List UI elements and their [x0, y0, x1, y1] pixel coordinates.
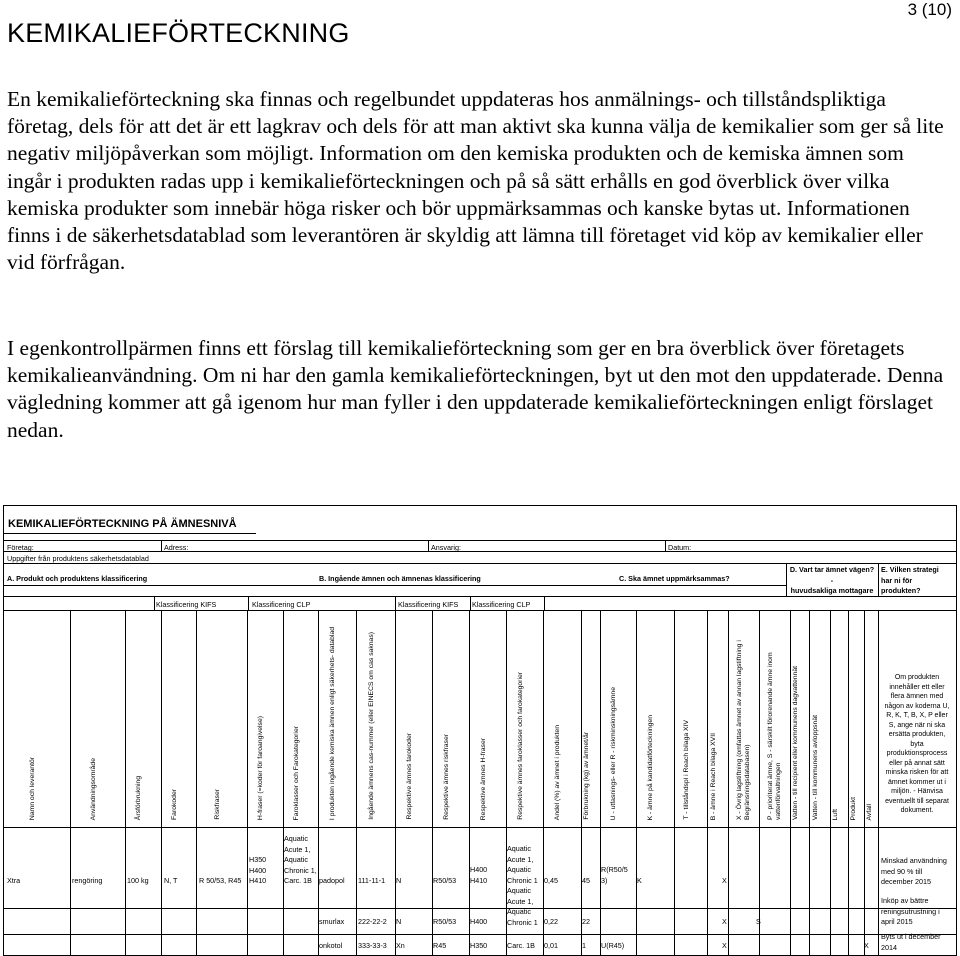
substance-3-name: onkotol	[319, 941, 343, 950]
column-header-4: Farokoder	[170, 789, 178, 820]
substance-1-consumption: 45	[582, 876, 590, 885]
section-a-header: A. Produkt och produktens klassificering	[7, 574, 148, 583]
classification-clp-substance: Klassificering CLP	[472, 600, 531, 609]
substance-3-consumption: 1	[582, 941, 586, 950]
column-header-16: U - utfasnings- eller R - riskminskningsämne	[610, 686, 617, 820]
column-header-6: H-fraser (=koder för faroangivelse)	[257, 715, 264, 820]
substance-1-name: padopol	[319, 876, 345, 885]
column-header-2: Användningsområde	[89, 757, 97, 820]
product-strategy-3: Byts ut i december 2014	[881, 932, 941, 952]
substance-3-waste: X	[864, 941, 869, 950]
column-header-3: Årsförbrukning	[135, 775, 142, 820]
classification-kifs-product: Klassificering KIFS	[156, 600, 217, 609]
substance-2-consumption: 22	[582, 917, 590, 926]
column-header-14: Andel (%) av ämnet i produkten	[554, 724, 561, 820]
column-header-25: Produkt	[850, 796, 857, 820]
substance-3-hazard-code: Xn	[396, 941, 405, 950]
substance-2-priority: S	[756, 917, 761, 926]
page-title: KEMIKALIEFÖRTECKNING	[7, 18, 350, 48]
substance-1-other-legislation: X	[722, 876, 727, 885]
guidance-paragraph: I egenkontrollpärmen finns ett förslag till kemikalieförteckning som ger en bra överblick över företagets kemikalieanvändning. Om ni har den gamla kemikalieförteckningen, byt ut den mot den uppdaterade. Denna vägledning kommer att gå igenom hur man fyller i den uppdaterade kemikalieförteckningen enligt förslaget nedan.	[7, 336, 944, 442]
column-header-20: X - Övrig lagstiftning (omfattas ämnet av annan lagstiftning i Begränsningsdatabasen)	[735, 640, 751, 820]
address-label: Adress:	[164, 543, 189, 552]
form-title: KEMIKALIEFÖRTECKNING PÅ ÄMNESNIVÅ	[8, 518, 237, 530]
column-header-1: Namn och leverantör	[29, 756, 36, 820]
classification-clp-product: Klassificering CLP	[252, 600, 311, 609]
column-header-9: Ingående ämnens cas-nummer (eller EINECS om cas saknas)	[367, 632, 375, 820]
date-label: Datum:	[668, 543, 692, 552]
column-header-26: Avfall	[866, 803, 873, 820]
substance-1-h-phrases: H400 H410	[470, 865, 488, 885]
substance-1-cas: 111-11-1	[358, 876, 386, 885]
substance-1-share: 0,45	[544, 876, 558, 885]
column-header-7: Faroklasser och Farokategorier	[292, 725, 300, 820]
section-d-header: D. Vart tar ämnet vägen? - huvudsakliga mottagare	[789, 565, 875, 595]
substance-2-share: 0,22	[544, 917, 558, 926]
substance-2-risk-phrase: R50/53	[433, 917, 457, 926]
column-header-15: Förbrukning (kg) av ämnet/år	[583, 732, 590, 820]
substance-2-hazard-code: N	[396, 917, 402, 926]
section-e-header: E. Vilken strategi har ni för produkten?	[881, 565, 939, 595]
page-number: 3 (10)	[907, 0, 952, 19]
substance-3-risk-phrase: R45	[433, 941, 447, 950]
column-header-17: K - ämne på kandidatförteckningen	[647, 714, 654, 820]
column-header-10: Respektive ämnes farokoder	[405, 733, 413, 820]
product-name: Xtra	[7, 876, 21, 885]
product-strategy-1: Minskad användning med 90 % till december 2015	[881, 856, 947, 886]
substance-3-other-legislation: X	[722, 941, 727, 950]
company-label: Företag:	[7, 543, 34, 552]
column-header-18: T - tillståndspl i Reach bilaga XIV	[682, 720, 690, 820]
substance-2-hazard-classes: Aquatic Acute 1, Aquatic Chronic 1	[507, 886, 538, 927]
substance-1-phaseout: R(R50/5 3)	[601, 865, 628, 885]
product-h-phrases: H350 H400 H410	[249, 855, 267, 885]
product-strategy-2: Inköp av bättre reningsutrustning i april 2015	[881, 896, 940, 926]
product-usage: rengöring	[72, 876, 103, 885]
substance-3-h-phrase: H350	[470, 941, 488, 950]
substance-1-hazard-classes: Aquatic Acute 1, Aquatic Chronic 1	[507, 844, 538, 885]
substance-1-candidate: K	[637, 876, 642, 885]
strategy-note: Om produkten innehåller ett eller flera ämnen med någon av koderna U, R, K, T, B, X, P eller S, ange när ni ska ersätta produkten, byta produktionsprocess eller på annat sätt minska risken för att ämnet kommer ut i miljön. - Hänvisa eventuellt till separat dokument.	[884, 674, 950, 814]
substance-3-share: 0,01	[544, 941, 558, 950]
sds-info-label: Uppgifter från produktens säkerhetsdatablad	[7, 554, 149, 563]
column-header-23: Vatten - till kommunens avloppsnät	[811, 714, 819, 820]
substance-3-hazard-class: Carc. 1B	[507, 941, 535, 950]
product-risk-phrases: R 50/53, R45	[199, 876, 242, 885]
substance-3-cas: 333-33-3	[358, 941, 387, 950]
substance-2-cas: 222-22-2	[358, 917, 387, 926]
responsible-label: Ansvarig:	[431, 543, 461, 552]
substance-1-hazard-code: N	[396, 876, 402, 885]
column-header-19: B - ämne i Reach bilaga XVII	[709, 732, 717, 820]
intro-paragraph: En kemikalieförteckning ska finnas och regelbundet uppdateras hos anmälnings- och tillståndspliktiga företag, dels för att det är ett lagkrav och dels för att man aktivt ska kunna välja de kemikalier som ger så lite negativ miljöpåverkan som möjligt. Information om den kemiska produkten och de kemiska ämnen som ingår i produkten radas upp i kemikalieförteckningen och på så sätt erhålls en god överblick över vilka kemiska produkter som innebär höga risker och bör uppmärksammas och kanske bytas ut. Informationen finns i de säkerhetsdatablad som leverantören är skyldig att lämna till företaget vid köp av kemikalier eller vid förfrågan.	[7, 87, 944, 275]
column-header-22: Vatten - till recipient eller kommunens dagvattennät	[792, 665, 799, 820]
section-c-header: C. Ska ämnet uppmärksammas?	[619, 574, 730, 583]
substance-1-risk-phrase: R50/53	[433, 876, 457, 885]
classification-kifs-substance: Klassificering KIFS	[398, 600, 459, 609]
product-annual-consumption: 100 kg	[127, 876, 149, 885]
substance-2-h-phrase: H400	[470, 917, 488, 926]
column-header-12: Respektive ämnes H-fraser	[479, 737, 487, 820]
section-b-header: B. Ingående ämnen och ämnenas klassificering	[319, 574, 481, 583]
column-header-13: Respektive ämnes faroklasser och farokategorier	[516, 672, 524, 820]
column-header-8: I produkten ingående kemiska ämnen enligt säkerhets- datablad	[329, 626, 336, 820]
column-header-11: Respektive ämnes riskfraser	[442, 734, 450, 820]
column-header-24: Luft	[832, 808, 839, 820]
substance-2-name: smurlax	[319, 917, 345, 926]
column-header-21: P - prioriterat ämne, S - särskilt förorenande ämne inom vattenförvaltningen	[766, 652, 782, 820]
substance-2-other-legislation: X	[722, 917, 727, 926]
chemical-inventory-form	[3, 505, 957, 956]
product-hazard-codes: N, T	[164, 876, 178, 885]
substance-3-phaseout: U(R45)	[601, 941, 625, 950]
column-header-5: Riskfraser	[213, 789, 221, 820]
product-hazard-classes: Aquatic Acute 1, Aquatic Chronic 1, Carc. 1B	[284, 834, 317, 885]
